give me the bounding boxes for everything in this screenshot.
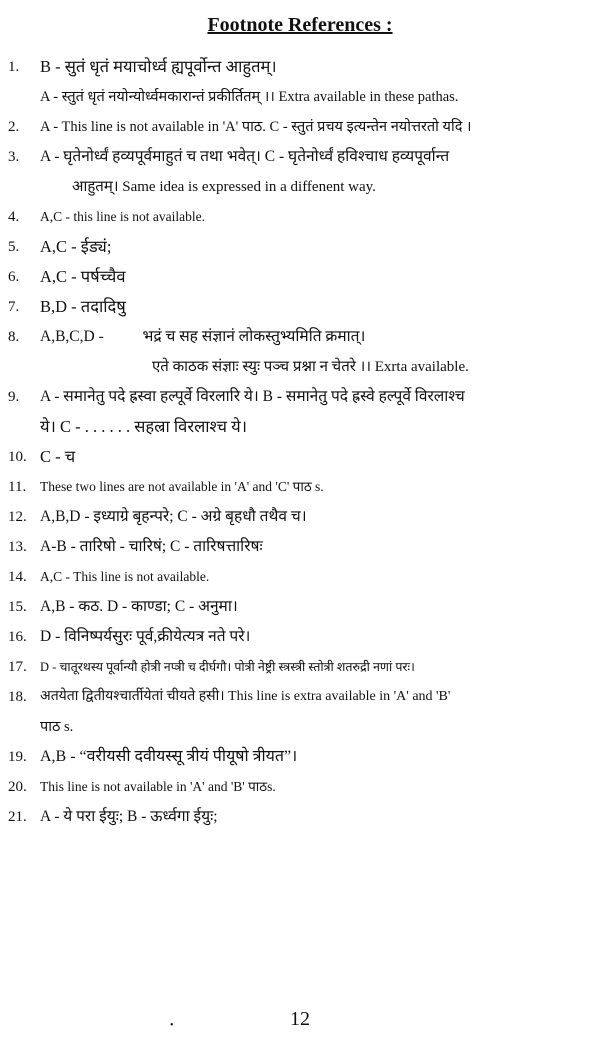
- footnote-line: A,B - कठ. D - काण्डा; C - अनुमा।: [40, 598, 238, 615]
- footnote-line: This line is not available in 'A' and 'B' पाठs.: [40, 779, 276, 794]
- page-title: [0, 14, 600, 37]
- footnote-12: [0, 502, 600, 532]
- footnote-number: 18.: [8, 689, 27, 705]
- footnote-number: 12.: [8, 509, 27, 525]
- footnote-13: [0, 532, 600, 562]
- footnote-line: D - विनिष्पर्यसुरः पूर्व,क्रीयेत्यत्र नते परे।: [40, 628, 251, 645]
- footnote-line: D - चातूरथस्य पूर्वान्यौ होत्री नप्त्री च दीर्घगौ। पोत्री नेष्ट्री स्त्रस्त्री स्तोत्री शतरुद्री नणां परः।: [40, 660, 415, 674]
- footnote-number: 6.: [8, 269, 20, 285]
- footnote-number: 5.: [8, 239, 20, 255]
- footnote-11: [0, 472, 600, 502]
- footnote-line: A - This line is not available in 'A' पाठ. C - स्तुतं प्रचय इत्यन्तेन नयोत्तरतो यदि ।: [40, 119, 472, 135]
- footnote-number: 2.: [8, 119, 20, 135]
- footnote-number: 20.: [8, 779, 27, 795]
- footnote-line: A - समानेतु पदे ह्रस्वा हल्पूर्वे विरलारि ये। B - समानेतु पदे ह्रस्वे हल्पूर्वे विरलाश्च: [40, 388, 465, 405]
- footnote-7: [0, 292, 600, 322]
- footnote-line: A - स्तुतं धृतं नयोन्योर्ध्वमकारान्तं प्रकीर्तितम् ।। Extra available in these pathas.: [40, 89, 459, 105]
- footnote-14: [0, 562, 600, 592]
- footnote-number: 8.: [8, 329, 20, 345]
- footnote-line: B - सुतं धृतं मयाचोर्ध्व ह्यपूर्वोन्त आहुतम्।: [40, 57, 277, 76]
- footnote-number: 21.: [8, 809, 27, 825]
- page-number: 12: [290, 1008, 310, 1030]
- footnote-4: [0, 202, 600, 232]
- footnote-6: [0, 262, 600, 292]
- footnote-19: [0, 742, 600, 772]
- footnote-number: 4.: [8, 209, 20, 225]
- footnote-5: [0, 232, 600, 262]
- title-text: Footnote References :: [207, 14, 393, 36]
- footnote-number: 15.: [8, 599, 27, 615]
- footnote-number: 10.: [8, 449, 27, 465]
- footnote-10: [0, 442, 600, 472]
- footnote-line: These two lines are not available in 'A' and 'C' पाठ s.: [40, 479, 324, 494]
- footnote-line: A,C - this line is not available.: [40, 209, 205, 224]
- footnote-number: 3.: [8, 149, 20, 165]
- footnote-17: [0, 652, 600, 682]
- footnote-20: [0, 772, 600, 802]
- footnote-number: 16.: [8, 629, 27, 645]
- footnote-line: ये। C - . . . . . . सहल्रा विरलाश्च ये।: [40, 417, 247, 436]
- footnote-3: [0, 142, 600, 202]
- stray-mark: •: [170, 1020, 174, 1031]
- footnote-15: [0, 592, 600, 622]
- footnote-line: A,B,D - इध्याग्रे बृहन्परे; C - अग्रे बृहधौ तथैव च।: [40, 508, 307, 525]
- footnote-18: [0, 682, 600, 742]
- footnote-line: A,C - This line is not available.: [40, 569, 210, 584]
- footnote-line: अतयेता द्वितीयश्चार्तीयेतां चीयते हसी। This line is extra available in 'A' and 'B': [40, 689, 451, 704]
- footnote-16: [0, 622, 600, 652]
- footnote-line: पाठ s.: [40, 719, 74, 735]
- footnote-1: [0, 52, 600, 112]
- footnote-21: [0, 802, 600, 832]
- footnote-line: A - ये परा ईयुः; B - ऊर्ध्वगा ईयुः;: [40, 808, 218, 825]
- footnote-line: A,B,C,D - भद्रं च सह संज्ञानं लोकस्तुभ्यमिति क्रमात्।: [40, 328, 366, 345]
- footnote-line: A-B - तारिषो - चारिषं; C - तारिषत्तारिषः: [40, 538, 263, 555]
- footnote-number: 1.: [8, 59, 20, 75]
- footnote-line: A,C - पर्षच्चैव: [40, 267, 126, 286]
- footnote-line: C - च: [40, 447, 76, 466]
- footnote-line: A,B - “वरीयसी दवीयस्सू त्रीयं पीयूषो त्रीयत”।: [40, 748, 298, 765]
- footnote-number: 17.: [8, 659, 27, 675]
- footnote-2: [0, 112, 600, 142]
- footnote-number: 19.: [8, 749, 27, 765]
- footnote-line: A,C - ईड्यं;: [40, 237, 112, 256]
- footnote-number: 11.: [8, 479, 27, 495]
- footnote-9: [0, 382, 600, 442]
- footnote-number: 14.: [8, 569, 27, 585]
- footnote-number: 13.: [8, 539, 27, 555]
- footnote-line: A - घृतेनोर्ध्वं हव्यपूर्वमाहुतं च तथा भवेत्। C - घृतेनोर्ध्वं हविश्चाध हव्यपूर्वान्त: [40, 148, 450, 165]
- footnote-number: 7.: [8, 299, 20, 315]
- footnote-line: एते काठक संज्ञाः स्युः पञ्च प्रश्ना न चेतरे ।। Exrta available.: [152, 359, 469, 375]
- footnote-line: B,D - तदादिषु: [40, 297, 126, 316]
- footnote-8: [0, 322, 600, 382]
- footnote-list: [0, 52, 600, 832]
- footnote-line: आहुतम्। Same idea is expressed in a diffenent way.: [72, 179, 376, 195]
- footnote-number: 9.: [8, 389, 20, 405]
